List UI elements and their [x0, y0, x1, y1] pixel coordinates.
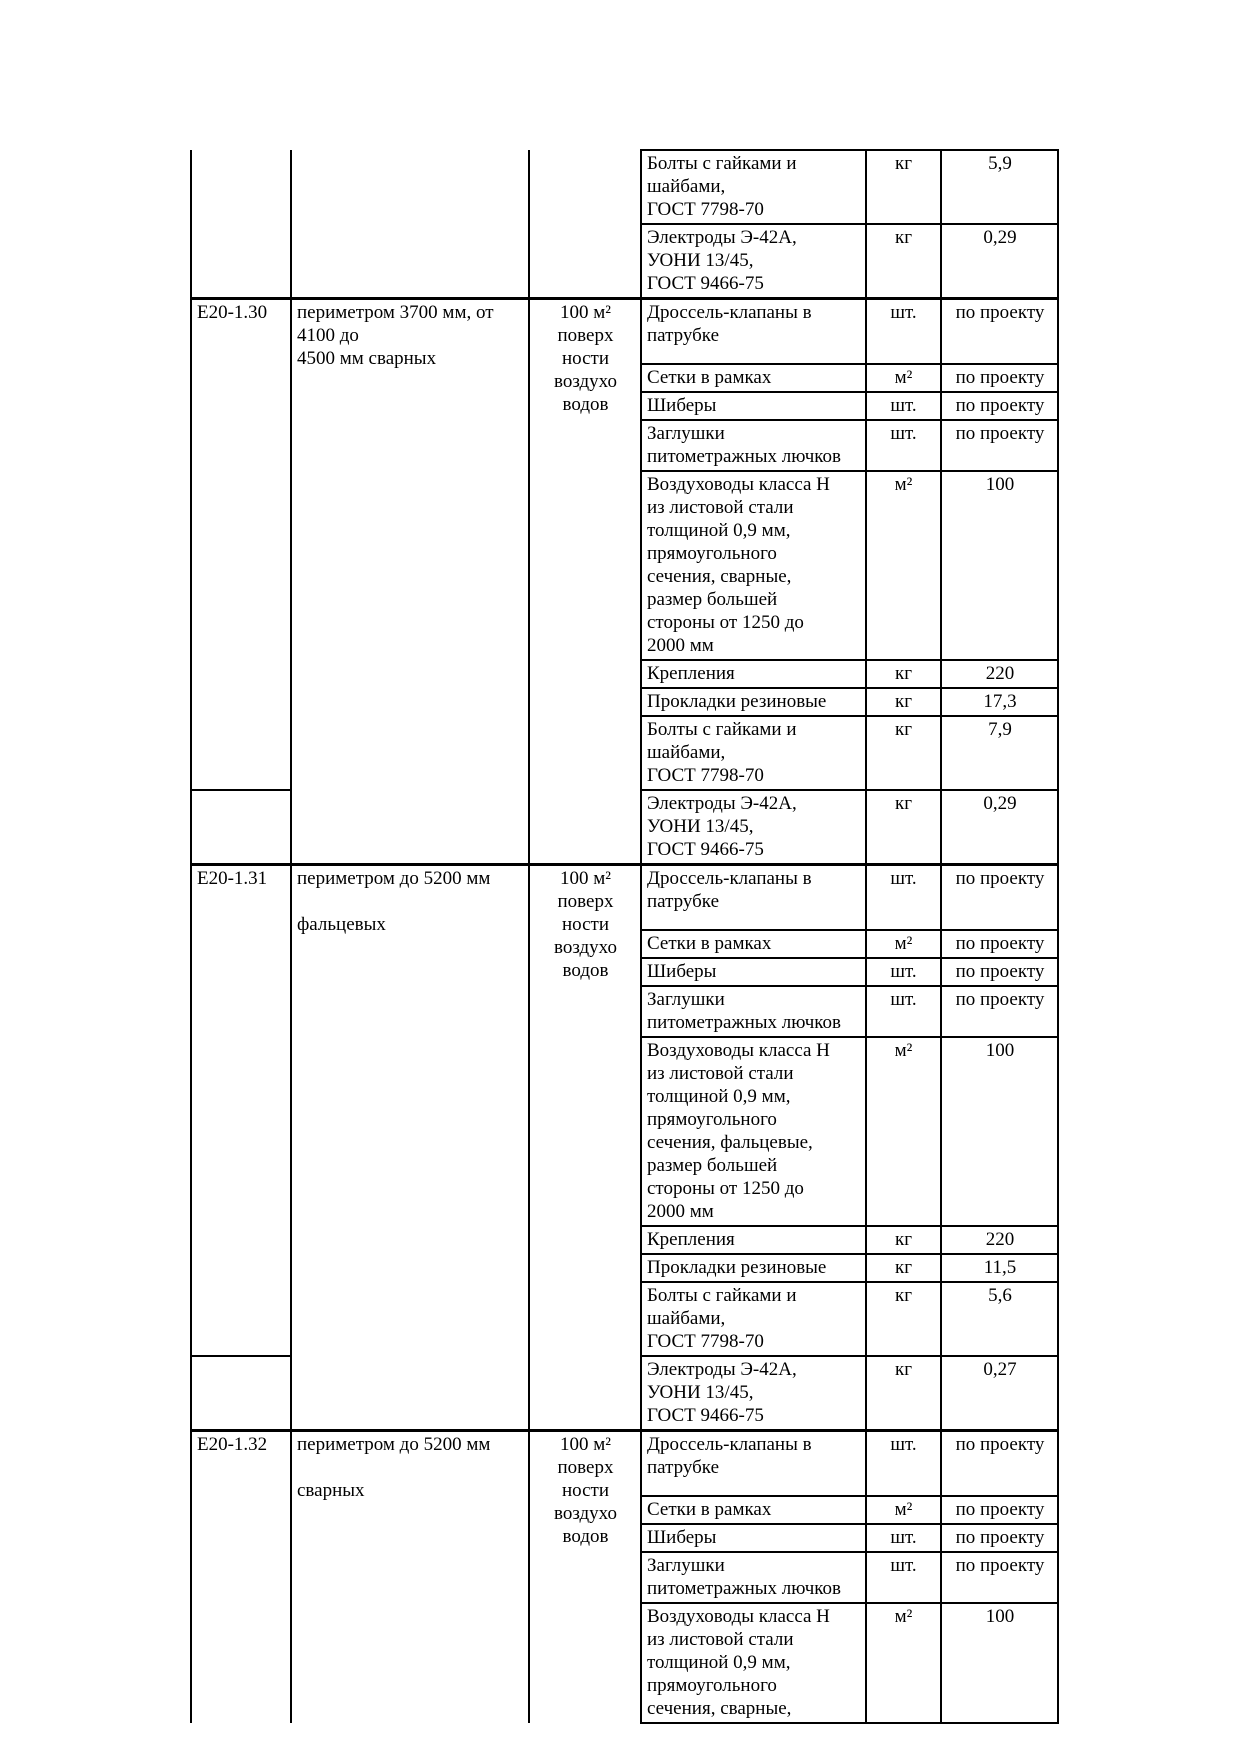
quantity-cell	[941, 1496, 1058, 1524]
quantity-value: по проекту	[955, 302, 1045, 323]
material-unit: м²	[894, 367, 913, 388]
materials-table-body	[191, 150, 1058, 1723]
quantity-cell	[941, 1037, 1058, 1226]
material-name-cell	[641, 1226, 866, 1254]
code-cell-empty	[191, 790, 291, 865]
quantity-cell	[941, 299, 1058, 365]
quantity-cell	[941, 364, 1058, 392]
cell-line: Болты с гайками и	[647, 1285, 797, 1306]
quantity-value: по проекту	[955, 1555, 1045, 1576]
material-name-cell	[641, 1524, 866, 1552]
cell-line: Воздуховоды класса Н	[647, 1040, 830, 1061]
cell-line: Болты с гайками и	[647, 719, 797, 740]
quantity-cell	[941, 688, 1058, 716]
material-name-cell	[641, 716, 866, 790]
quantity-value: 5,6	[988, 1285, 1012, 1306]
cell-line: из листовой стали	[647, 1629, 794, 1650]
quantity-cell	[941, 1552, 1058, 1603]
quantity-value: 17,3	[983, 691, 1017, 712]
material-unit-cell	[866, 1431, 941, 1497]
cell-line: воздухо	[554, 937, 617, 958]
norm-code	[197, 151, 286, 174]
cell-line: 100 м²	[560, 868, 611, 889]
cell-line: Заглушки	[647, 989, 725, 1010]
material-unit: шт.	[890, 961, 917, 982]
table-row	[191, 1431, 1058, 1497]
material-name-cell	[641, 865, 866, 931]
cell-line: сварных	[297, 1480, 365, 1501]
cell-line: УОНИ 13/45,	[647, 1382, 754, 1403]
material-unit: кг	[894, 1359, 913, 1380]
materials-table	[190, 149, 1059, 1724]
cell-line: шайбами,	[647, 176, 726, 197]
norm-code: Е20-1.31	[197, 868, 268, 889]
quantity-value: по проекту	[955, 868, 1045, 889]
cell-line: патрубке	[647, 1457, 720, 1478]
quantity-cell	[941, 716, 1058, 790]
material-unit: м²	[894, 933, 913, 954]
material-unit-cell	[866, 790, 941, 865]
cell-line: прямоугольного	[647, 1675, 777, 1696]
material-name-cell	[641, 1282, 866, 1356]
cell-line: питометражных лючков	[647, 446, 842, 467]
cell-line	[297, 890, 524, 913]
cell-line: Прокладки резиновые	[647, 1257, 827, 1278]
cell-line: толщиной 0,9 мм,	[647, 1652, 791, 1673]
cell-line: УОНИ 13/45,	[647, 816, 754, 837]
quantity-value: 11,5	[983, 1257, 1017, 1278]
quantity-value: 100	[985, 474, 1015, 495]
quantity-cell	[941, 986, 1058, 1037]
description-cell	[291, 150, 529, 299]
cell-line: Дроссель-клапаны в	[647, 868, 812, 889]
quantity-cell	[941, 1282, 1058, 1356]
cell-line: толщиной 0,9 мм,	[647, 1086, 791, 1107]
material-unit-cell	[866, 150, 941, 224]
quantity-value: по проекту	[955, 961, 1045, 982]
cell-line: сечения, сварные,	[647, 1698, 792, 1719]
cell-line: патрубке	[647, 325, 720, 346]
quantity-value: 0,29	[983, 227, 1017, 248]
quantity-cell	[941, 790, 1058, 865]
norm-code: Е20-1.32	[197, 1434, 268, 1455]
material-name-cell	[641, 364, 866, 392]
material-unit-cell	[866, 1037, 941, 1226]
cell-line: ности	[561, 1480, 610, 1501]
material-unit: кг	[894, 153, 913, 174]
material-unit: шт.	[890, 395, 917, 416]
material-unit-cell	[866, 1282, 941, 1356]
quantity-cell	[941, 660, 1058, 688]
quantity-cell	[941, 865, 1058, 931]
cell-line: ности	[561, 348, 610, 369]
cell-line: Болты с гайками и	[647, 153, 797, 174]
cell-line: шайбами,	[647, 1308, 726, 1329]
quantity-cell	[941, 420, 1058, 471]
table-row	[191, 865, 1058, 931]
material-unit: шт.	[890, 1555, 917, 1576]
material-name-cell	[641, 930, 866, 958]
quantity-cell	[941, 392, 1058, 420]
quantity-value: по проекту	[955, 367, 1045, 388]
quantity-value: по проекту	[955, 395, 1045, 416]
material-unit: кг	[894, 1257, 913, 1278]
material-name-cell	[641, 1552, 866, 1603]
material-name-cell	[641, 1603, 866, 1723]
cell-line: Сетки в рамках	[647, 933, 772, 954]
cell-line: ГОСТ 9466-75	[647, 1405, 764, 1426]
material-name-cell	[641, 1431, 866, 1497]
unit-of-measure-cell	[529, 865, 641, 1431]
material-unit-cell	[866, 1356, 941, 1431]
unit-of-measure-cell	[529, 150, 641, 299]
quantity-value: по проекту	[955, 989, 1045, 1010]
cell-line: Сетки в рамках	[647, 1499, 772, 1520]
cell-line: Дроссель-клапаны в	[647, 302, 812, 323]
cell-line: водов	[562, 1526, 609, 1547]
material-name-cell	[641, 986, 866, 1037]
cell-line: патрубке	[647, 891, 720, 912]
quantity-value: 220	[985, 663, 1015, 684]
cell-line: стороны от 1250 до	[647, 612, 804, 633]
material-unit: кг	[894, 663, 913, 684]
cell-line: шайбами,	[647, 742, 726, 763]
cell-line: Электроды Э-42А,	[647, 227, 797, 248]
quantity-value: 7,9	[988, 719, 1012, 740]
material-unit: м²	[894, 474, 913, 495]
material-name-cell	[641, 660, 866, 688]
material-unit-cell	[866, 660, 941, 688]
material-name-cell	[641, 1254, 866, 1282]
material-unit: шт.	[890, 989, 917, 1010]
material-name-cell	[641, 471, 866, 660]
cell-line: УОНИ 13/45,	[647, 250, 754, 271]
material-unit-cell	[866, 865, 941, 931]
quantity-cell	[941, 150, 1058, 224]
cell-line: 100 м²	[560, 1434, 611, 1455]
material-unit: кг	[894, 719, 913, 740]
material-unit-cell	[866, 716, 941, 790]
cell-line: размер большей	[647, 1155, 778, 1176]
material-unit-cell	[866, 1496, 941, 1524]
material-name-cell	[641, 790, 866, 865]
cell-line: 4500 мм сварных	[297, 348, 437, 369]
quantity-value: 220	[985, 1229, 1015, 1250]
material-unit: шт.	[890, 1527, 917, 1548]
quantity-cell	[941, 1603, 1058, 1723]
material-unit-cell	[866, 688, 941, 716]
cell-line: 2000 мм	[647, 1201, 714, 1222]
quantity-cell	[941, 930, 1058, 958]
material-name-cell	[641, 420, 866, 471]
material-unit: шт.	[890, 302, 917, 323]
cell-line: стороны от 1250 до	[647, 1178, 804, 1199]
cell-line: ности	[561, 914, 610, 935]
cell-line: питометражных лючков	[647, 1012, 842, 1033]
material-name-cell	[641, 224, 866, 299]
material-name-cell	[641, 150, 866, 224]
cell-line: фальцевых	[297, 914, 386, 935]
material-unit-cell	[866, 364, 941, 392]
material-unit-cell	[866, 392, 941, 420]
material-name-cell	[641, 1356, 866, 1431]
material-name-cell	[641, 392, 866, 420]
quantity-cell	[941, 1254, 1058, 1282]
quantity-cell	[941, 1226, 1058, 1254]
cell-line: 2000 мм	[647, 635, 714, 656]
cell-line: прямоугольного	[647, 543, 777, 564]
unit-of-measure-cell	[529, 1431, 641, 1724]
table-row	[191, 150, 1058, 224]
description-cell	[291, 299, 529, 865]
cell-line: Заглушки	[647, 1555, 725, 1576]
material-unit: м²	[894, 1040, 913, 1061]
norm-code: Е20-1.30	[197, 302, 268, 323]
material-unit-cell	[866, 224, 941, 299]
quantity-cell	[941, 1356, 1058, 1431]
cell-line: ГОСТ 9466-75	[647, 273, 764, 294]
material-unit: кг	[894, 793, 913, 814]
quantity-value: 100	[985, 1606, 1015, 1627]
cell-line: прямоугольного	[647, 1109, 777, 1130]
material-unit-cell	[866, 1552, 941, 1603]
material-name-cell	[641, 1496, 866, 1524]
cell-line: периметром до 5200 мм	[297, 868, 491, 889]
quantity-value: 5,9	[988, 153, 1012, 174]
cell-line: воздухо	[554, 371, 617, 392]
code-cell	[191, 1431, 291, 1724]
material-unit: м²	[894, 1606, 913, 1627]
material-unit-cell	[866, 1603, 941, 1723]
material-unit: шт.	[890, 1434, 917, 1455]
quantity-cell	[941, 471, 1058, 660]
cell-line: поверх	[557, 891, 614, 912]
material-unit: кг	[894, 1285, 913, 1306]
material-unit-cell	[866, 1254, 941, 1282]
cell-line: Заглушки	[647, 423, 725, 444]
cell-line: Крепления	[647, 663, 735, 684]
quantity-value: 0,27	[983, 1359, 1017, 1380]
cell-line: ГОСТ 7798-70	[647, 199, 764, 220]
material-name-cell	[641, 1037, 866, 1226]
table-row	[191, 299, 1058, 365]
cell-line: из листовой стали	[647, 497, 794, 518]
cell-line: размер большей	[647, 589, 778, 610]
code-cell	[191, 150, 291, 299]
cell-line: сечения, фальцевые,	[647, 1132, 813, 1153]
material-unit: кг	[894, 227, 913, 248]
quantity-cell	[941, 1431, 1058, 1497]
quantity-value: по проекту	[955, 1527, 1045, 1548]
cell-line: из листовой стали	[647, 1063, 794, 1084]
cell-line	[297, 1456, 524, 1479]
cell-line: сечения, сварные,	[647, 566, 792, 587]
quantity-cell	[941, 1524, 1058, 1552]
material-unit: кг	[894, 691, 913, 712]
quantity-value: по проекту	[955, 933, 1045, 954]
cell-line: толщиной 0,9 мм,	[647, 520, 791, 541]
quantity-value: 0,29	[983, 793, 1017, 814]
material-unit: шт.	[890, 423, 917, 444]
cell-line: Крепления	[647, 1229, 735, 1250]
code-cell	[191, 865, 291, 1357]
cell-line: Электроды Э-42А,	[647, 793, 797, 814]
material-unit-cell	[866, 930, 941, 958]
cell-line: Воздуховоды класса Н	[647, 474, 830, 495]
cell-line: Шиберы	[647, 395, 717, 416]
cell-line: Шиберы	[647, 961, 717, 982]
cell-line: Дроссель-клапаны в	[647, 1434, 812, 1455]
cell-line: ГОСТ 9466-75	[647, 839, 764, 860]
description-cell	[291, 865, 529, 1431]
code-cell	[191, 299, 291, 791]
material-name-cell	[641, 299, 866, 365]
quantity-cell	[941, 958, 1058, 986]
quantity-value: по проекту	[955, 1499, 1045, 1520]
quantity-cell	[941, 224, 1058, 299]
cell-line: ГОСТ 7798-70	[647, 1331, 764, 1352]
material-unit-cell	[866, 1226, 941, 1254]
cell-line: ГОСТ 7798-70	[647, 765, 764, 786]
cell-line: Электроды Э-42А,	[647, 1359, 797, 1380]
cell-line: водов	[562, 960, 609, 981]
cell-line: периметром 3700 мм, от	[297, 302, 494, 323]
unit-of-measure-cell	[529, 299, 641, 865]
material-name-cell	[641, 688, 866, 716]
cell-line: Прокладки резиновые	[647, 691, 827, 712]
description-cell	[291, 1431, 529, 1724]
material-unit-cell	[866, 299, 941, 365]
quantity-value: по проекту	[955, 1434, 1045, 1455]
quantity-value: 100	[985, 1040, 1015, 1061]
cell-line: 100 м²	[560, 302, 611, 323]
cell-line: поверх	[557, 1457, 614, 1478]
material-unit-cell	[866, 958, 941, 986]
cell-line: периметром до 5200 мм	[297, 1434, 491, 1455]
quantity-value: по проекту	[955, 423, 1045, 444]
cell-line: Сетки в рамках	[647, 367, 772, 388]
material-unit: м²	[894, 1499, 913, 1520]
material-name-cell	[641, 958, 866, 986]
material-unit-cell	[866, 420, 941, 471]
code-cell-empty	[191, 1356, 291, 1431]
material-unit-cell	[866, 471, 941, 660]
cell-line: Воздуховоды класса Н	[647, 1606, 830, 1627]
material-unit: шт.	[890, 868, 917, 889]
cell-line: водов	[562, 394, 609, 415]
material-unit-cell	[866, 1524, 941, 1552]
cell-line: питометражных лючков	[647, 1578, 842, 1599]
material-unit: кг	[894, 1229, 913, 1250]
material-unit-cell	[866, 986, 941, 1037]
cell-line: воздухо	[554, 1503, 617, 1524]
cell-line: 4100 до	[297, 325, 359, 346]
cell-line: Шиберы	[647, 1527, 717, 1548]
cell-line: поверх	[557, 325, 614, 346]
